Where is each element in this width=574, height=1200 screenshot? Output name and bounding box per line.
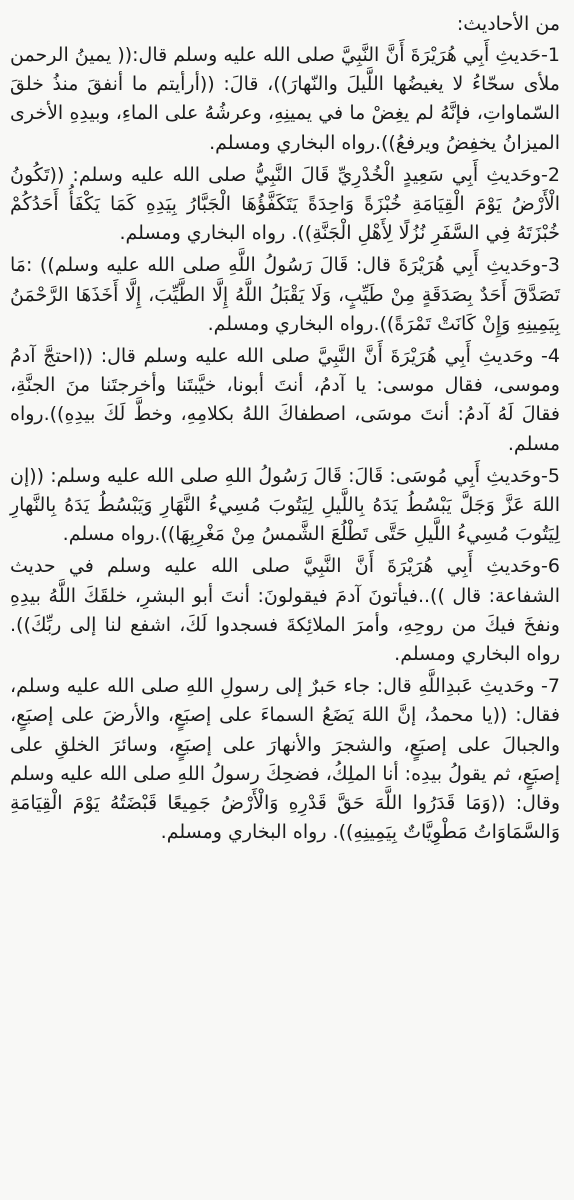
hadith-item: [10, 161, 560, 249]
hadith-item: [10, 462, 560, 550]
hadith-text: وحَديثِ أَبِي مُوسَى: قَالَ: قَالَ رَسُولُ اللهِ صلى الله عليه وسلم: ((إن اللهَ عَزَّ وَجَلَّ يَبْسُطُ يَدَهُ بِاللَّيلِ لِيَتُوبَ مُسِيءُ النَّهَارِ وَيَبْسُطُ يَدَهُ بِالنَّهارِ لِيَتُوبَ مُسِيءُ اللَّيلِ حَتَّى تَطْلُعَ الشَّمسُ مِنْ مَغْرِبِهَا)).رواه مسلم.: [10, 464, 560, 546]
hadith-number: 5-: [541, 464, 560, 487]
hadith-text: حَديثِ أَبِي هُرَيْرَةَ أَنَّ النَّبِيَّ صلى الله عليه وسلم قال:(( يمينُ الرحمن ملأى سحّاءُ لا يغيضُها اللَّيلَ والنّهارَ))، قالَ: ((أرأيتم ما أنفقَ منذُ خلقَ السّماواتِ، فإنَّهُ لم يغِضْ ما في يمينِهِ، وعرشُهُ على الماءِ، وبيدِهِ الأخرى الميزانُ يخفِضُ ويرفعُ)).رواه البخاري ومسلم.: [10, 44, 560, 154]
hadith-text: وحَديثِ أَبِي سَعِيدٍ الْخُدْرِيِّ قَالَ النَّبِيُّ صلى الله عليه وسلم: ((تَكُونُ الْأَرْضُ يَوْمَ الْقِيَامَةِ خُبْزَةً وَاحِدَةً يَتَكَفَّؤُهَا الْجَبَّارُ بِيَدِهِ كَمَا يَكْفَأُ أَحَدُكُمْ خُبْزَتَهُ فِي السَّفَرِ نُزُلًا لِأَهْلِ الْجَنَّةِ)). رواه البخاري ومسلم.: [10, 163, 560, 245]
hadith-text: وحَديثِ عَبدِاللَّهِ قال: جاء حَبرٌ إلى رسولِ اللهِ صلى الله عليه وسلم، فقال: ((يا محمدُ، إنَّ اللهَ يَضَعُ السماءَ على إصبَعٍ، والأرضَ على إصبَعٍ، والجبالَ على إصبَعٍ، والشجرَ والأنهارَ على إصبَعٍ، وسائرَ الخلقِ على إصبَعٍ، ثم يقولُ بيدِه: أنا الملِكُ، فضحِكَ رسولُ اللهِ صلى الله عليه وسلم وقال: ((وَمَا قَدَرُوا اللَّهَ حَقَّ قَدْرِهِ وَالْأَرْضُ جَمِيعًا قَبْضَتُهُ يَوْمَ الْقِيَامَةِ وَالسَّمَاوَاتُ مَطْوِيَّاتٌ بِيَمِينِهِ)). رواه البخاري ومسلم.: [10, 675, 560, 844]
hadith-item: [10, 251, 560, 339]
hadith-number: 6-: [541, 555, 560, 578]
hadith-text: وحَديثِ أَبِي هُرَيْرَةَ قال: قَالَ رَسُولُ اللَّهِ صلى الله عليه وسلم)) :مَا تَصَدَّقَ أَحَدٌ بِصَدَقَةٍ مِنْ طَيِّبٍ، وَلَا يَقْبَلُ اللَّهُ إِلَّا الطَّيِّبَ، إِلَّا أَخَذَهَا الرَّحْمَنُ بِيَمِينِهِ وَإِنْ كَانَتْ تَمْرَةً)).رواه البخاري ومسلم.: [10, 254, 560, 335]
hadith-item: [10, 342, 560, 459]
hadith-number: 3-: [541, 254, 560, 277]
hadith-text: وحَديثِ أَبِي هُرَيْرَةَ أَنَّ النَّبِيَّ صلى الله عليه وسلم قال: ((احتجَّ آدمُ وموسى، فقال موسى: يا آدمُ، أنتَ أبونا، خيَّبتَنا وأخرجتَنا منَ الجنَّةِ، فقالَ لَهُ آدمُ: أنتَ موسَى، اصطفاكَ اللهُ بكلامِهِ، وخطَّ لَكَ بيدِهِ)).رواه مسلم.: [10, 345, 560, 455]
section-heading: من الأحاديث:: [456, 13, 560, 35]
hadith-number: 7-: [541, 675, 560, 698]
hadith-item: [10, 672, 560, 847]
hadith-number: 2-: [541, 163, 560, 186]
hadith-number: 1-: [541, 44, 560, 66]
hadith-item: [10, 552, 560, 669]
hadith-text: وحَديثِ أَبِي هُرَيْرَةَ أَنَّ النَّبِيَّ صلى الله عليه وسلم في حديث الشفاعة: قال ))..فيأتونَ آدمَ فيقولونَ: أنتَ أبو البشرِ، خلقَكَ اللَّهُ بيدِهِ ونفخَ فيكَ من روحِهِ، وأمرَ الملائِكةَ فسجدوا لَكَ، اشفع لنا إلى ربِّكَ)). رواه البخاري ومسلم.: [10, 555, 560, 666]
hadith-number: 4-: [541, 345, 560, 368]
hadith-item: [10, 41, 560, 158]
